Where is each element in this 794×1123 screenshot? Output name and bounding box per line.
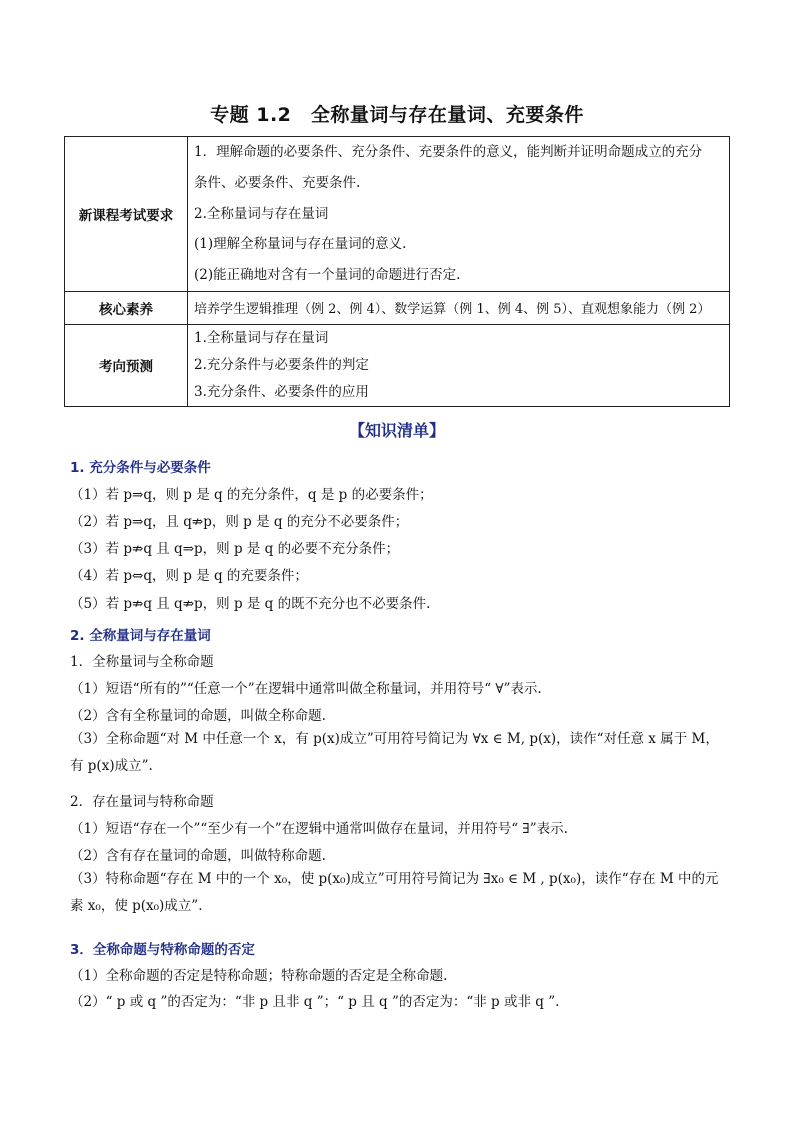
list-item: （4）若 p⇔q，则 p 是 q 的充要条件； <box>70 568 308 584</box>
list-item: （1）若 p⇒q，则 p 是 q 的充分条件，q 是 p 的必要条件； <box>70 487 433 503</box>
requirement-line: (2)能正确地对含有一个量词的命题进行否定. <box>194 267 461 284</box>
list-item: （2）若 p⇒q，且 q⇏p，则 p 是 q 的充分不必要条件； <box>70 514 409 530</box>
list-item: （3）特称命题“存在 M 中的一个 x₀，使 p(x₀)成立”可用符号简记为 ∃x₀ ∈ M , p(x₀)，读作“存在 M 中的元素 x₀，使 p(x₀)成立”. <box>70 871 719 914</box>
forecast-line: 3.充分条件、必要条件的应用 <box>194 383 369 400</box>
row-label: 考向预测 <box>65 324 188 406</box>
section-title: 2. 全称量词与存在量词 <box>70 628 211 644</box>
subsection-title: 1．全称量词与全称命题 <box>70 654 214 670</box>
table-row <box>65 137 730 292</box>
list-item: （1）短语“所有的”“任意一个”在逻辑中通常叫做全称量词，并用符号“ ∀”表示. <box>70 681 542 697</box>
forecast-line: 1.全称量词与存在量词 <box>194 329 329 346</box>
forecast-line: 2.充分条件与必要条件的判定 <box>194 356 369 373</box>
subsection-title: 2．存在量词与特称命题 <box>70 794 214 810</box>
list-item: （2）“ p 或 q ”的否定为：“非 p 且非 q ”；“ p 且 q ”的否定为：“非 p 或非 q ”. <box>70 994 560 1010</box>
list-item: （1）全称命题的否定是特称命题；特称命题的否定是全称命题. <box>70 968 448 984</box>
list-item: （5）若 p⇏q 且 q⇏p，则 p 是 q 的既不充分也不必要条件. <box>70 596 431 612</box>
requirement-line: 1．理解命题的必要条件、充分条件、充要条件的意义，能判断并证明命题成立的充分 <box>194 144 703 160</box>
requirement-line: 2.全称量词与存在量词 <box>194 205 329 222</box>
list-item: （2）含有全称量词的命题，叫做全称命题. <box>70 708 326 724</box>
row-content <box>188 137 730 292</box>
row-label: 新课程考试要求 <box>65 137 188 292</box>
list-item: （3）全称命题“对 M 中任意一个 x，有 p(x)成立”可用符号简记为 ∀x ∈ M, p(x)，读作“对任意 x 属于 M，有 p(x)成立”. <box>70 731 719 774</box>
table-row <box>65 291 730 324</box>
list-item: （3）若 p⇏q 且 q⇒p，则 p 是 q 的必要不充分条件； <box>70 541 400 557</box>
table-row <box>65 324 730 406</box>
row-label: 核心素养 <box>65 291 188 324</box>
requirements-table <box>64 136 730 407</box>
row-content: 培养学生逻辑推理（例 2、例 4）、数学运算（例 1、例 4、例 5）、直观想象能力（例 2） <box>188 291 730 324</box>
document-title: 专题 1.2 全称量词与存在量词、充要条件 <box>210 104 584 126</box>
list-item: （1）短语“存在一个”“至少有一个”在逻辑中通常叫做存在量词，并用符号“ ∃”表示. <box>70 821 568 837</box>
section-title: 3．全称命题与特称命题的否定 <box>70 942 255 958</box>
list-item: （2）含有存在量词的命题，叫做特称命题. <box>70 848 326 864</box>
requirement-line: 条件、必要条件、充要条件. <box>194 174 361 191</box>
knowledge-heading: 【知识清单】 <box>348 421 445 440</box>
row-content <box>188 324 730 406</box>
requirement-line: (1)理解全称量词与存在量词的意义. <box>194 236 407 253</box>
section-title: 1. 充分条件与必要条件 <box>70 460 211 476</box>
